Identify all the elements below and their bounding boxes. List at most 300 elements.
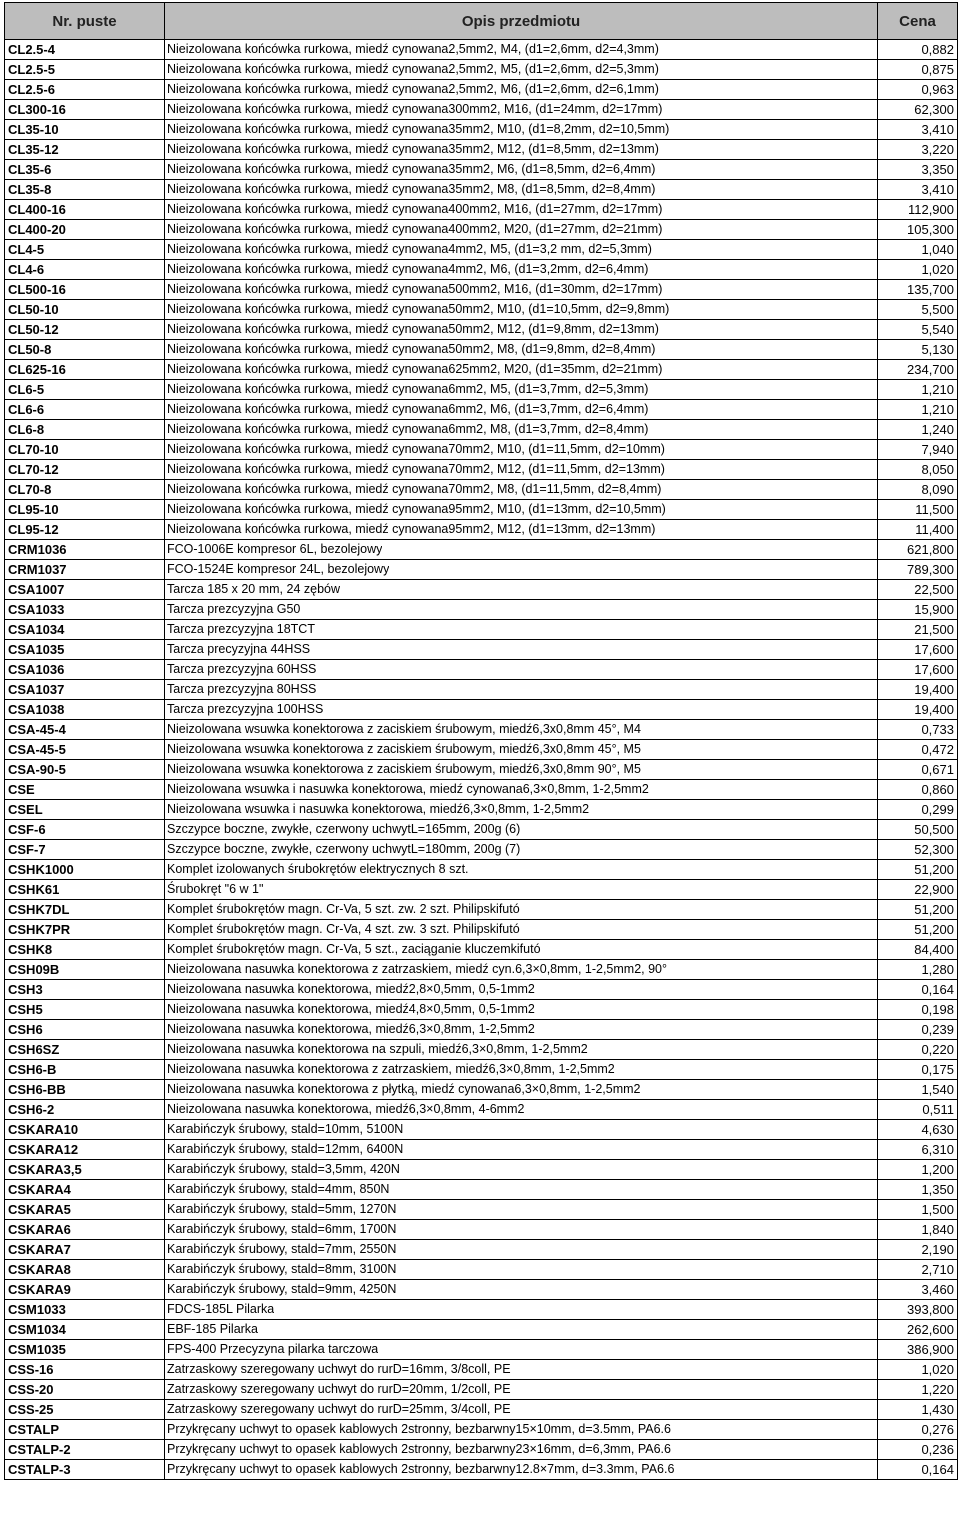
item-description: Nieizolowana wsuwka i nasuwka konektorowa, miedź6,3×0,8mm, 1-2,5mm2 <box>167 802 590 816</box>
item-code: CSHK61 <box>5 880 165 900</box>
item-code: CSKARA8 <box>5 1260 165 1280</box>
table-row <box>5 840 958 860</box>
table-row <box>5 880 958 900</box>
table-row <box>5 380 958 400</box>
item-description-cell <box>165 100 878 120</box>
item-price: 393,800 <box>878 1300 958 1320</box>
item-description-cell <box>165 1320 878 1340</box>
item-description-cell <box>165 520 878 540</box>
item-code: CSH6-B <box>5 1060 165 1080</box>
table-row <box>5 1020 958 1040</box>
item-price: 4,630 <box>878 1120 958 1140</box>
item-code: CL70-12 <box>5 460 165 480</box>
item-price: 2,710 <box>878 1260 958 1280</box>
item-description-cell <box>165 840 878 860</box>
item-code: CSA1037 <box>5 680 165 700</box>
table-row <box>5 1100 958 1120</box>
item-price: 0,198 <box>878 1000 958 1020</box>
item-description: Nieizolowana końcówka rurkowa, miedź cynowana300mm2, M16, (d1=24mm, d2=17mm) <box>167 102 663 116</box>
item-price: 1,210 <box>878 400 958 420</box>
table-row <box>5 540 958 560</box>
item-price: 22,500 <box>878 580 958 600</box>
item-code: CSEL <box>5 800 165 820</box>
item-description: Karabińczyk śrubowy, stald=9mm, 4250N <box>167 1282 397 1296</box>
item-description-cell <box>165 1220 878 1240</box>
item-code: CL50-8 <box>5 340 165 360</box>
table-row <box>5 1200 958 1220</box>
table-row <box>5 1040 958 1060</box>
item-description-cell <box>165 220 878 240</box>
item-description: Nieizolowana końcówka rurkowa, miedź cynowana2,5mm2, M5, (d1=2,6mm, d2=5,3mm) <box>167 62 659 76</box>
table-row <box>5 340 958 360</box>
item-description: Karabińczyk śrubowy, stald=5mm, 1270N <box>167 1202 397 1216</box>
item-description: Przykręcany uchwyt to opasek kablowych 2stronny, bezbarwny23×16mm, d=6,3mm, PA6.6 <box>167 1442 671 1456</box>
item-description: Zatrzaskowy szeregowany uchwyt do rurD=25mm, 3/4coll, PE <box>167 1402 511 1416</box>
item-code: CL2.5-5 <box>5 60 165 80</box>
item-description-cell <box>165 900 878 920</box>
item-price: 17,600 <box>878 660 958 680</box>
item-description-cell <box>165 620 878 640</box>
table-row <box>5 420 958 440</box>
column-header-price: Cena <box>878 3 958 40</box>
item-description-cell <box>165 1160 878 1180</box>
table-row <box>5 980 958 1000</box>
item-price: 0,511 <box>878 1100 958 1120</box>
table-row <box>5 280 958 300</box>
item-price: 262,600 <box>878 1320 958 1340</box>
item-description: Nieizolowana wsuwka i nasuwka konektorowa, miedź cynowana6,3×0,8mm, 1-2,5mm2 <box>167 782 649 796</box>
item-description-cell <box>165 720 878 740</box>
item-code: CL4-5 <box>5 240 165 260</box>
item-description: Nieizolowana końcówka rurkowa, miedź cynowana4mm2, M5, (d1=3,2 mm, d2=5,3mm) <box>167 242 652 256</box>
table-row <box>5 820 958 840</box>
table-row <box>5 1220 958 1240</box>
item-price: 5,540 <box>878 320 958 340</box>
item-price: 19,400 <box>878 700 958 720</box>
item-description-cell <box>165 760 878 780</box>
table-row <box>5 460 958 480</box>
item-description: Nieizolowana końcówka rurkowa, miedź cynowana400mm2, M16, (d1=27mm, d2=17mm) <box>167 202 663 216</box>
table-row <box>5 860 958 880</box>
item-price: 105,300 <box>878 220 958 240</box>
item-price: 5,130 <box>878 340 958 360</box>
item-description-cell <box>165 860 878 880</box>
item-code: CL50-12 <box>5 320 165 340</box>
item-description-cell <box>165 1340 878 1360</box>
item-code: CSS-20 <box>5 1380 165 1400</box>
item-code: CL95-10 <box>5 500 165 520</box>
table-row <box>5 80 958 100</box>
item-code: CL500-16 <box>5 280 165 300</box>
item-description-cell <box>165 480 878 500</box>
item-price: 50,500 <box>878 820 958 840</box>
table-row <box>5 900 958 920</box>
item-description-cell <box>165 1120 878 1140</box>
item-description: Nieizolowana końcówka rurkowa, miedź cynowana35mm2, M6, (d1=8,5mm, d2=6,4mm) <box>167 162 656 176</box>
item-description: Tarcza 185 x 20 mm, 24 zębów <box>167 582 340 596</box>
item-description-cell <box>165 920 878 940</box>
item-description: Karabińczyk śrubowy, stald=7mm, 2550N <box>167 1242 397 1256</box>
item-description-cell <box>165 600 878 620</box>
item-price: 8,050 <box>878 460 958 480</box>
table-row <box>5 1320 958 1340</box>
item-description-cell <box>165 280 878 300</box>
item-code: CSA1034 <box>5 620 165 640</box>
item-code: CSH6 <box>5 1020 165 1040</box>
item-description-cell <box>165 540 878 560</box>
item-description: Nieizolowana końcówka rurkowa, miedź cynowana50mm2, M12, (d1=9,8mm, d2=13mm) <box>167 322 659 336</box>
table-row <box>5 520 958 540</box>
item-description-cell <box>165 880 878 900</box>
table-row <box>5 120 958 140</box>
item-code: CL400-16 <box>5 200 165 220</box>
item-description-cell <box>165 1180 878 1200</box>
item-code: CSTALP-3 <box>5 1460 165 1480</box>
item-code: CSA1033 <box>5 600 165 620</box>
item-price: 52,300 <box>878 840 958 860</box>
item-description-cell <box>165 660 878 680</box>
item-price: 234,700 <box>878 360 958 380</box>
item-code: CSA1007 <box>5 580 165 600</box>
item-code: CL625-16 <box>5 360 165 380</box>
table-row <box>5 320 958 340</box>
item-description-cell <box>165 180 878 200</box>
table-row <box>5 700 958 720</box>
item-code: CL35-12 <box>5 140 165 160</box>
item-code: CSA-45-5 <box>5 740 165 760</box>
item-price: 51,200 <box>878 900 958 920</box>
item-description-cell <box>165 500 878 520</box>
table-row <box>5 780 958 800</box>
item-description-cell <box>165 1360 878 1380</box>
item-code: CSH3 <box>5 980 165 1000</box>
table-row <box>5 1260 958 1280</box>
table-row <box>5 400 958 420</box>
item-description-cell <box>165 1000 878 1020</box>
item-price: 19,400 <box>878 680 958 700</box>
item-code: CL6-6 <box>5 400 165 420</box>
item-description: Nieizolowana końcówka rurkowa, miedź cynowana625mm2, M20, (d1=35mm, d2=21mm) <box>167 362 663 376</box>
item-description-cell <box>165 940 878 960</box>
table-row <box>5 960 958 980</box>
table-row <box>5 300 958 320</box>
item-price: 1,040 <box>878 240 958 260</box>
table-row <box>5 560 958 580</box>
item-code: CSM1033 <box>5 1300 165 1320</box>
item-price: 62,300 <box>878 100 958 120</box>
table-row <box>5 1140 958 1160</box>
item-code: CSTALP-2 <box>5 1440 165 1460</box>
table-row <box>5 1180 958 1200</box>
item-description: Nieizolowana końcówka rurkowa, miedź cynowana70mm2, M10, (d1=11,5mm, d2=10mm) <box>167 442 665 456</box>
column-header-code: Nr. puste <box>5 3 165 40</box>
item-description-cell <box>165 960 878 980</box>
item-price: 15,900 <box>878 600 958 620</box>
table-row <box>5 1400 958 1420</box>
item-description-cell <box>165 240 878 260</box>
item-description: Karabińczyk śrubowy, stald=10mm, 5100N <box>167 1122 404 1136</box>
item-description: Tarcza prezcyzyjna 18TCT <box>167 622 315 636</box>
item-price: 1,280 <box>878 960 958 980</box>
item-description: Tarcza prezcyzyjna 60HSS <box>167 662 317 676</box>
table-row <box>5 800 958 820</box>
item-description-cell <box>165 1460 878 1480</box>
item-description-cell <box>165 1380 878 1400</box>
item-description-cell <box>165 1080 878 1100</box>
item-description-cell <box>165 460 878 480</box>
item-code: CSHK7PR <box>5 920 165 940</box>
table-row <box>5 260 958 280</box>
table-row <box>5 1360 958 1380</box>
table-row <box>5 160 958 180</box>
item-code: CL400-20 <box>5 220 165 240</box>
item-description: Nieizolowana końcówka rurkowa, miedź cynowana70mm2, M12, (d1=11,5mm, d2=13mm) <box>167 462 665 476</box>
item-price: 3,460 <box>878 1280 958 1300</box>
table-row <box>5 680 958 700</box>
table-row <box>5 140 958 160</box>
item-description: Nieizolowana nasuwka konektorowa, miedź6,3×0,8mm, 1-2,5mm2 <box>167 1022 535 1036</box>
item-description: Tarcza prezcyzyjna G50 <box>167 602 301 616</box>
table-row <box>5 200 958 220</box>
item-code: CSHK8 <box>5 940 165 960</box>
item-code: CSKARA10 <box>5 1120 165 1140</box>
table-row <box>5 620 958 640</box>
item-description: Szczypce boczne, zwykłe, czerwony uchwytL=165mm, 200g (6) <box>167 822 521 836</box>
item-description: Komplet śrubokrętów magn. Cr-Va, 5 szt., zaciąganie kluczemkifutó <box>167 942 541 956</box>
item-description-cell <box>165 200 878 220</box>
item-price: 5,500 <box>878 300 958 320</box>
item-price: 135,700 <box>878 280 958 300</box>
item-price: 0,236 <box>878 1440 958 1460</box>
item-description: Nieizolowana końcówka rurkowa, miedź cynowana400mm2, M20, (d1=27mm, d2=21mm) <box>167 222 663 236</box>
item-description: Nieizolowana końcówka rurkowa, miedź cynowana70mm2, M8, (d1=11,5mm, d2=8,4mm) <box>167 482 662 496</box>
item-price: 22,900 <box>878 880 958 900</box>
item-description: FCO-1524E kompresor 24L, bezolejowy <box>167 562 390 576</box>
item-description-cell <box>165 580 878 600</box>
item-price: 51,200 <box>878 860 958 880</box>
item-description: Karabińczyk śrubowy, stald=12mm, 6400N <box>167 1142 404 1156</box>
item-description-cell <box>165 780 878 800</box>
table-row <box>5 1280 958 1300</box>
item-code: CL2.5-4 <box>5 40 165 60</box>
item-price: 0,164 <box>878 980 958 1000</box>
table-row <box>5 100 958 120</box>
table-row <box>5 660 958 680</box>
item-code: CSA1038 <box>5 700 165 720</box>
item-code: CSHK1000 <box>5 860 165 880</box>
item-description: Nieizolowana nasuwka konektorowa, miedź2,8×0,5mm, 0,5-1mm2 <box>167 982 535 996</box>
table-row <box>5 1380 958 1400</box>
item-description: Karabińczyk śrubowy, stald=6mm, 1700N <box>167 1222 397 1236</box>
item-code: CL6-8 <box>5 420 165 440</box>
item-description: Nieizolowana końcówka rurkowa, miedź cynowana500mm2, M16, (d1=30mm, d2=17mm) <box>167 282 663 296</box>
table-body <box>5 40 958 1480</box>
item-description: Nieizolowana nasuwka konektorowa, miedź4,8×0,5mm, 0,5-1mm2 <box>167 1002 535 1016</box>
item-description-cell <box>165 160 878 180</box>
item-price: 386,900 <box>878 1340 958 1360</box>
item-description-cell <box>165 300 878 320</box>
table-row <box>5 360 958 380</box>
item-code: CL35-10 <box>5 120 165 140</box>
header-row <box>5 3 958 40</box>
item-price: 0,860 <box>878 780 958 800</box>
item-price: 1,350 <box>878 1180 958 1200</box>
item-code: CSKARA12 <box>5 1140 165 1160</box>
item-price: 8,090 <box>878 480 958 500</box>
item-description-cell <box>165 980 878 1000</box>
item-description: FCO-1006E kompresor 6L, bezolejowy <box>167 542 383 556</box>
item-price: 0,963 <box>878 80 958 100</box>
item-description: Nieizolowana końcówka rurkowa, miedź cynowana2,5mm2, M6, (d1=2,6mm, d2=6,1mm) <box>167 82 659 96</box>
item-price: 0,164 <box>878 1460 958 1480</box>
item-description: Nieizolowana nasuwka konektorowa z zatrzaskiem, miedź6,3×0,8mm, 1-2,5mm2 <box>167 1062 615 1076</box>
item-description-cell <box>165 1240 878 1260</box>
item-code: CL35-8 <box>5 180 165 200</box>
item-description-cell <box>165 320 878 340</box>
item-price: 1,210 <box>878 380 958 400</box>
table-row <box>5 1080 958 1100</box>
item-description-cell <box>165 380 878 400</box>
item-price: 3,410 <box>878 180 958 200</box>
table-row <box>5 1060 958 1080</box>
table-row <box>5 920 958 940</box>
item-code: CRM1037 <box>5 560 165 580</box>
item-description: FPS-400 Przecyzyna pilarka tarczowa <box>167 1342 379 1356</box>
item-description: Komplet śrubokrętów magn. Cr-Va, 5 szt. zw. 2 szt. Philipskifutó <box>167 902 520 916</box>
item-description: Nieizolowana końcówka rurkowa, miedź cynowana35mm2, M8, (d1=8,5mm, d2=8,4mm) <box>167 182 656 196</box>
item-description: Nieizolowana nasuwka konektorowa z zatrzaskiem, miedź cyn.6,3×0,8mm, 1-2,5mm2, 90° <box>167 962 668 976</box>
item-description-cell <box>165 360 878 380</box>
column-header-description: Opis przedmiotu <box>165 3 878 40</box>
item-code: CSKARA7 <box>5 1240 165 1260</box>
item-code: CSKARA4 <box>5 1180 165 1200</box>
item-description: Tarcza precyzyjna 44HSS <box>167 642 311 656</box>
item-description-cell <box>165 1260 878 1280</box>
item-description-cell <box>165 1020 878 1040</box>
item-price: 1,200 <box>878 1160 958 1180</box>
item-price: 2,190 <box>878 1240 958 1260</box>
item-code: CSM1035 <box>5 1340 165 1360</box>
item-description-cell <box>165 60 878 80</box>
item-code: CL95-12 <box>5 520 165 540</box>
item-code: CSS-16 <box>5 1360 165 1380</box>
item-description: Tarcza prezcyzyjna 80HSS <box>167 682 317 696</box>
item-price: 0,239 <box>878 1020 958 1040</box>
item-description-cell <box>165 640 878 660</box>
item-description: Komplet izolowanych śrubokrętów elektrycznych 8 szt. <box>167 862 469 876</box>
item-description: Nieizolowana nasuwka konektorowa na szpuli, miedź6,3×0,8mm, 1-2,5mm2 <box>167 1042 588 1056</box>
item-code: CSKARA6 <box>5 1220 165 1240</box>
item-description: Nieizolowana końcówka rurkowa, miedź cynowana95mm2, M10, (d1=13mm, d2=10,5mm) <box>167 502 666 516</box>
item-code: CSKARA5 <box>5 1200 165 1220</box>
item-description-cell <box>165 1420 878 1440</box>
item-description-cell <box>165 1280 878 1300</box>
item-description-cell <box>165 40 878 60</box>
item-description-cell <box>165 820 878 840</box>
table-row <box>5 500 958 520</box>
item-price: 112,900 <box>878 200 958 220</box>
item-price: 0,276 <box>878 1420 958 1440</box>
item-description-cell <box>165 1200 878 1220</box>
item-description: Zatrzaskowy szeregowany uchwyt do rurD=16mm, 3/8coll, PE <box>167 1362 511 1376</box>
item-description-cell <box>165 80 878 100</box>
table-row <box>5 1120 958 1140</box>
item-price: 17,600 <box>878 640 958 660</box>
item-description: Przykręcany uchwyt to opasek kablowych 2stronny, bezbarwny12.8×7mm, d=3.3mm, PA6.6 <box>167 1462 675 1476</box>
item-code: CL4-6 <box>5 260 165 280</box>
item-price: 84,400 <box>878 940 958 960</box>
item-description: Nieizolowana końcówka rurkowa, miedź cynowana35mm2, M12, (d1=8,5mm, d2=13mm) <box>167 142 659 156</box>
item-description: Nieizolowana końcówka rurkowa, miedź cynowana4mm2, M6, (d1=3,2mm, d2=6,4mm) <box>167 262 649 276</box>
table-row <box>5 220 958 240</box>
item-price: 11,400 <box>878 520 958 540</box>
item-code: CL300-16 <box>5 100 165 120</box>
item-price: 1,540 <box>878 1080 958 1100</box>
item-code: CSE <box>5 780 165 800</box>
table-row <box>5 1300 958 1320</box>
table-row <box>5 40 958 60</box>
item-code: CL35-6 <box>5 160 165 180</box>
item-description: Nieizolowana nasuwka konektorowa z płytką, miedź cynowana6,3×0,8mm, 1-2,5mm2 <box>167 1082 641 1096</box>
item-price: 0,175 <box>878 1060 958 1080</box>
item-description: Tarcza prezcyzyjna 100HSS <box>167 702 324 716</box>
table-row <box>5 1000 958 1020</box>
item-code: CL2.5-6 <box>5 80 165 100</box>
item-price: 3,220 <box>878 140 958 160</box>
item-description: Karabińczyk śrubowy, stald=4mm, 850N <box>167 1182 390 1196</box>
item-description-cell <box>165 1060 878 1080</box>
table-row <box>5 1460 958 1480</box>
item-code: CSS-25 <box>5 1400 165 1420</box>
item-code: CSF-6 <box>5 820 165 840</box>
item-description: Nieizolowana końcówka rurkowa, miedź cynowana6mm2, M8, (d1=3,7mm, d2=8,4mm) <box>167 422 649 436</box>
item-price: 621,800 <box>878 540 958 560</box>
item-code: CSA1035 <box>5 640 165 660</box>
item-code: CSKARA9 <box>5 1280 165 1300</box>
item-description-cell <box>165 1040 878 1060</box>
item-description-cell <box>165 340 878 360</box>
item-description: Komplet śrubokrętów magn. Cr-Va, 4 szt. zw. 3 szt. Philipskifutó <box>167 922 520 936</box>
item-code: CSA-45-4 <box>5 720 165 740</box>
item-description: Nieizolowana wsuwka konektorowa z zaciskiem śrubowym, miedź6,3x0,8mm 90°, M5 <box>167 762 641 776</box>
item-description-cell <box>165 1300 878 1320</box>
item-price: 1,220 <box>878 1380 958 1400</box>
item-code: CL50-10 <box>5 300 165 320</box>
item-price: 0,875 <box>878 60 958 80</box>
item-price: 11,500 <box>878 500 958 520</box>
item-description-cell <box>165 740 878 760</box>
item-description-cell <box>165 560 878 580</box>
table-row <box>5 440 958 460</box>
table-row <box>5 940 958 960</box>
item-description: Nieizolowana nasuwka konektorowa, miedź6,3×0,8mm, 4-6mm2 <box>167 1102 525 1116</box>
item-code: CSH6SZ <box>5 1040 165 1060</box>
item-code: CSKARA3,5 <box>5 1160 165 1180</box>
item-description-cell <box>165 120 878 140</box>
item-description: Nieizolowana końcówka rurkowa, miedź cynowana6mm2, M5, (d1=3,7mm, d2=5,3mm) <box>167 382 649 396</box>
item-code: CSH6-2 <box>5 1100 165 1120</box>
item-description-cell <box>165 260 878 280</box>
item-code: CSH6-BB <box>5 1080 165 1100</box>
item-code: CSHK7DL <box>5 900 165 920</box>
item-code: CSH09B <box>5 960 165 980</box>
item-price: 7,940 <box>878 440 958 460</box>
item-code: CL70-8 <box>5 480 165 500</box>
item-description-cell <box>165 1400 878 1420</box>
item-description: Przykręcany uchwyt to opasek kablowych 2stronny, bezbarwny15×10mm, d=3.5mm, PA6.6 <box>167 1422 671 1436</box>
table-row <box>5 1420 958 1440</box>
price-list-table <box>4 2 958 1480</box>
